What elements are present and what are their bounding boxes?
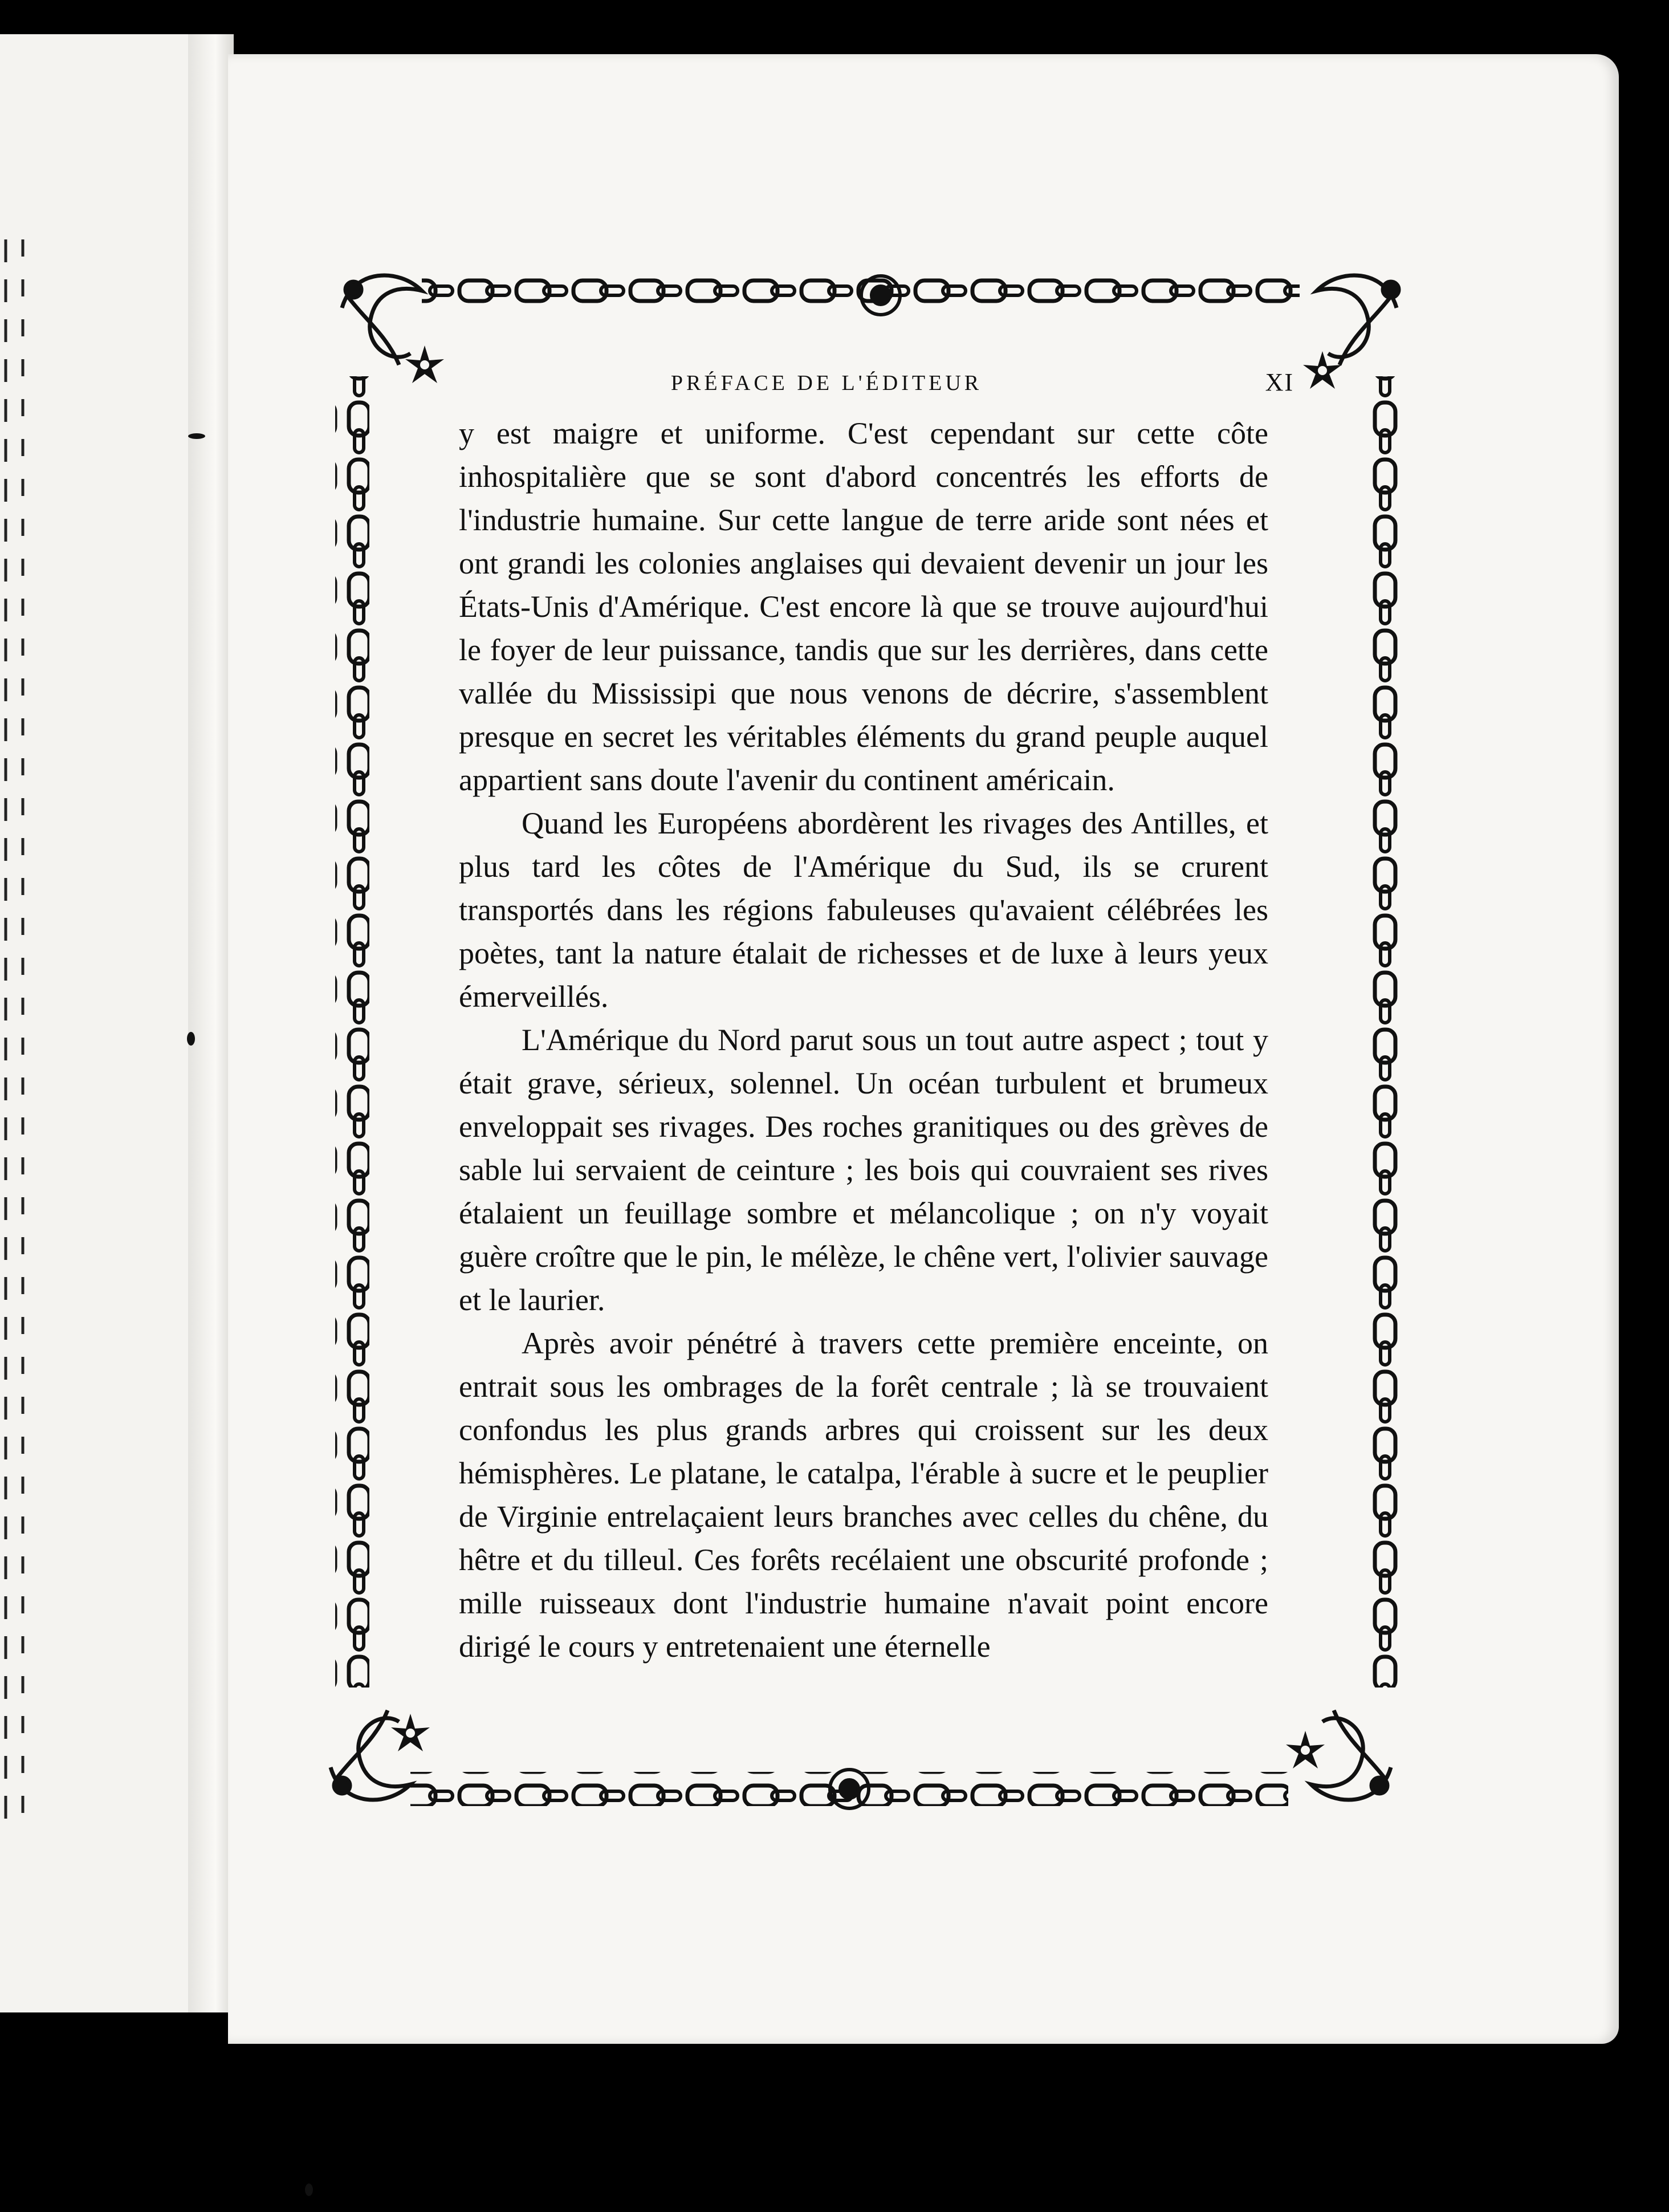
running-head: PRÉFACE DE L'ÉDITEUR bbox=[670, 371, 983, 395]
facing-page-chain-border bbox=[0, 239, 40, 1836]
paragraph: Après avoir pénétré à travers cette première enceinte, on entrait sous les ombrages de la forêt centrale ; là se trouvaient confondus les plus grands arbres qui croissent sur les deux hémisphères. Le platane, le catalpa, l'érable à sucre et le peuplier de Virginie entrelaçaient leurs branches avec celles du chêne, du hêtre et du tilleul. Ces forêts recélaient une obscurité profonde ; mille ruisseaux dont l'industrie humaine n'avait point encore dirigé le cours y entretenaient une éternelle bbox=[459, 1326, 1268, 1664]
ink-speck bbox=[188, 433, 205, 439]
body-text bbox=[459, 412, 1268, 1668]
page-number: XI bbox=[1265, 368, 1294, 396]
paragraph: Quand les Européens abordèrent les rivages des Antilles, et plus tard les côtes de l'Amérique du Sud, ils se crurent transportés dans les régions fabuleuses qu'avaient célébrées les poètes, tant la nature étalait de richesses et de luxe à leurs yeux émerveillés. bbox=[459, 806, 1268, 1014]
paragraph: y est maigre et uniforme. C'est cependant sur cette côte inhospitalière que se sont d'abord concentrés les efforts de l'industrie humaine. Sur cette langue de terre aride sont nées et ont grandi les colonies anglaises qui devaient devenir un jour les États-Unis d'Amérique. C'est encore là que se trouve aujourd'hui le foyer de leur puissance, tandis que sur les derrières, dans cette vallée du Mississipi que nous venons de décrire, s'assemblent presque en secret les véritables éléments du grand peuple auquel appartient sans doute l'avenir du continent américain. bbox=[459, 416, 1268, 797]
paragraph: L'Amérique du Nord parut sous un tout autre aspect ; tout y était grave, sérieux, solennel. Un océan turbulent et brumeux enveloppait ses rivages. Des roches granitiques ou des grèves de sable lui servaient de ceinture ; les bois qui couvraient ses rives étalaient un feuillage sombre et mélancolique ; on n'y voyait guère croître que le pin, le mélèze, le chêne vert, l'olivier sauvage et le laurier. bbox=[459, 1023, 1268, 1317]
ink-speck bbox=[305, 2183, 313, 2196]
book-gutter bbox=[188, 34, 234, 2012]
ink-speck bbox=[187, 1032, 195, 1046]
